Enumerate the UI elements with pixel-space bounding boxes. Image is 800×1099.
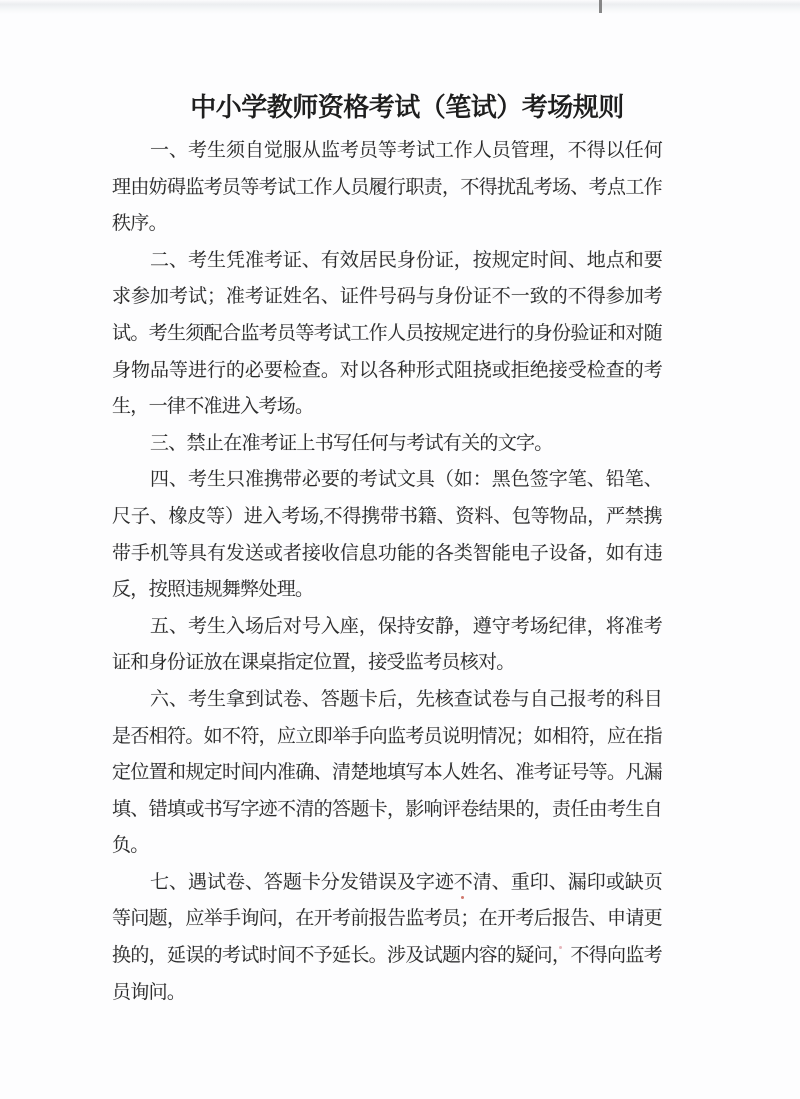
scan-artifact-tick bbox=[599, 0, 602, 13]
rule-paragraph-2: 二、考生凭准考证、有效居民身份证，按规定时间、地点和要求参加考试；准考证姓名、证件号码与身份证不一致的不得参加考试。考生须配合监考员等考试工作人员按规定进行的身份验证和对随身物品等进行的必要检查。对以各种形式阻挠或拒绝接受检查的考生，一律不准进入考场。 bbox=[112, 249, 662, 418]
document-title: 中小学教师资格考试（笔试）考场规则 bbox=[190, 92, 624, 122]
rule-paragraph-6: 六、考生拿到试卷、答题卡后，先核查试卷与自己报考的科目是否相符。如不符，应立即举手向监考员说明情况；如相符，应在指定位置和规定时间内准确、清楚地填写本人姓名、准考证号等。凡漏填、错填或书写字迹不清的答题卡，影响评卷结果的，责任由考生自负。 bbox=[112, 688, 662, 857]
document-body bbox=[112, 133, 662, 1011]
rule-paragraph-3: 三、禁止在准考证上书写任何与考试有关的文字。 bbox=[150, 432, 553, 454]
scan-edge-shadow bbox=[0, 0, 800, 14]
rule-paragraph-1: 一、考生须自觉服从监考员等考试工作人员管理，不得以任何理由妨碍监考员等考试工作人员履行职责，不得扰乱考场、考点工作秩序。 bbox=[112, 140, 662, 235]
rule-paragraph-7: 七、遇试卷、答题卡分发错误及字迹不清、重印、漏印或缺页等问题，应举手询问，在开考前报告监考员；在开考后报告、申请更换的，延误的考试时间不予延长。涉及试题内容的疑问，不得向监考员询问。 bbox=[112, 871, 662, 1003]
rule-paragraph-5: 五、考生入场后对号入座，保持安静，遵守考场纪律，将准考证和身份证放在课桌指定位置，接受监考员核对。 bbox=[112, 615, 662, 674]
rule-paragraph-4: 四、考生只准携带必要的考试文具（如：黑色签字笔、铅笔、尺子、橡皮等）进入考场,不得携带书籍、资料、包等物品，严禁携带手机等具有发送或者接收信息功能的各类智能电子设备，如有违反，按照违规舞弊处理。 bbox=[112, 469, 662, 601]
